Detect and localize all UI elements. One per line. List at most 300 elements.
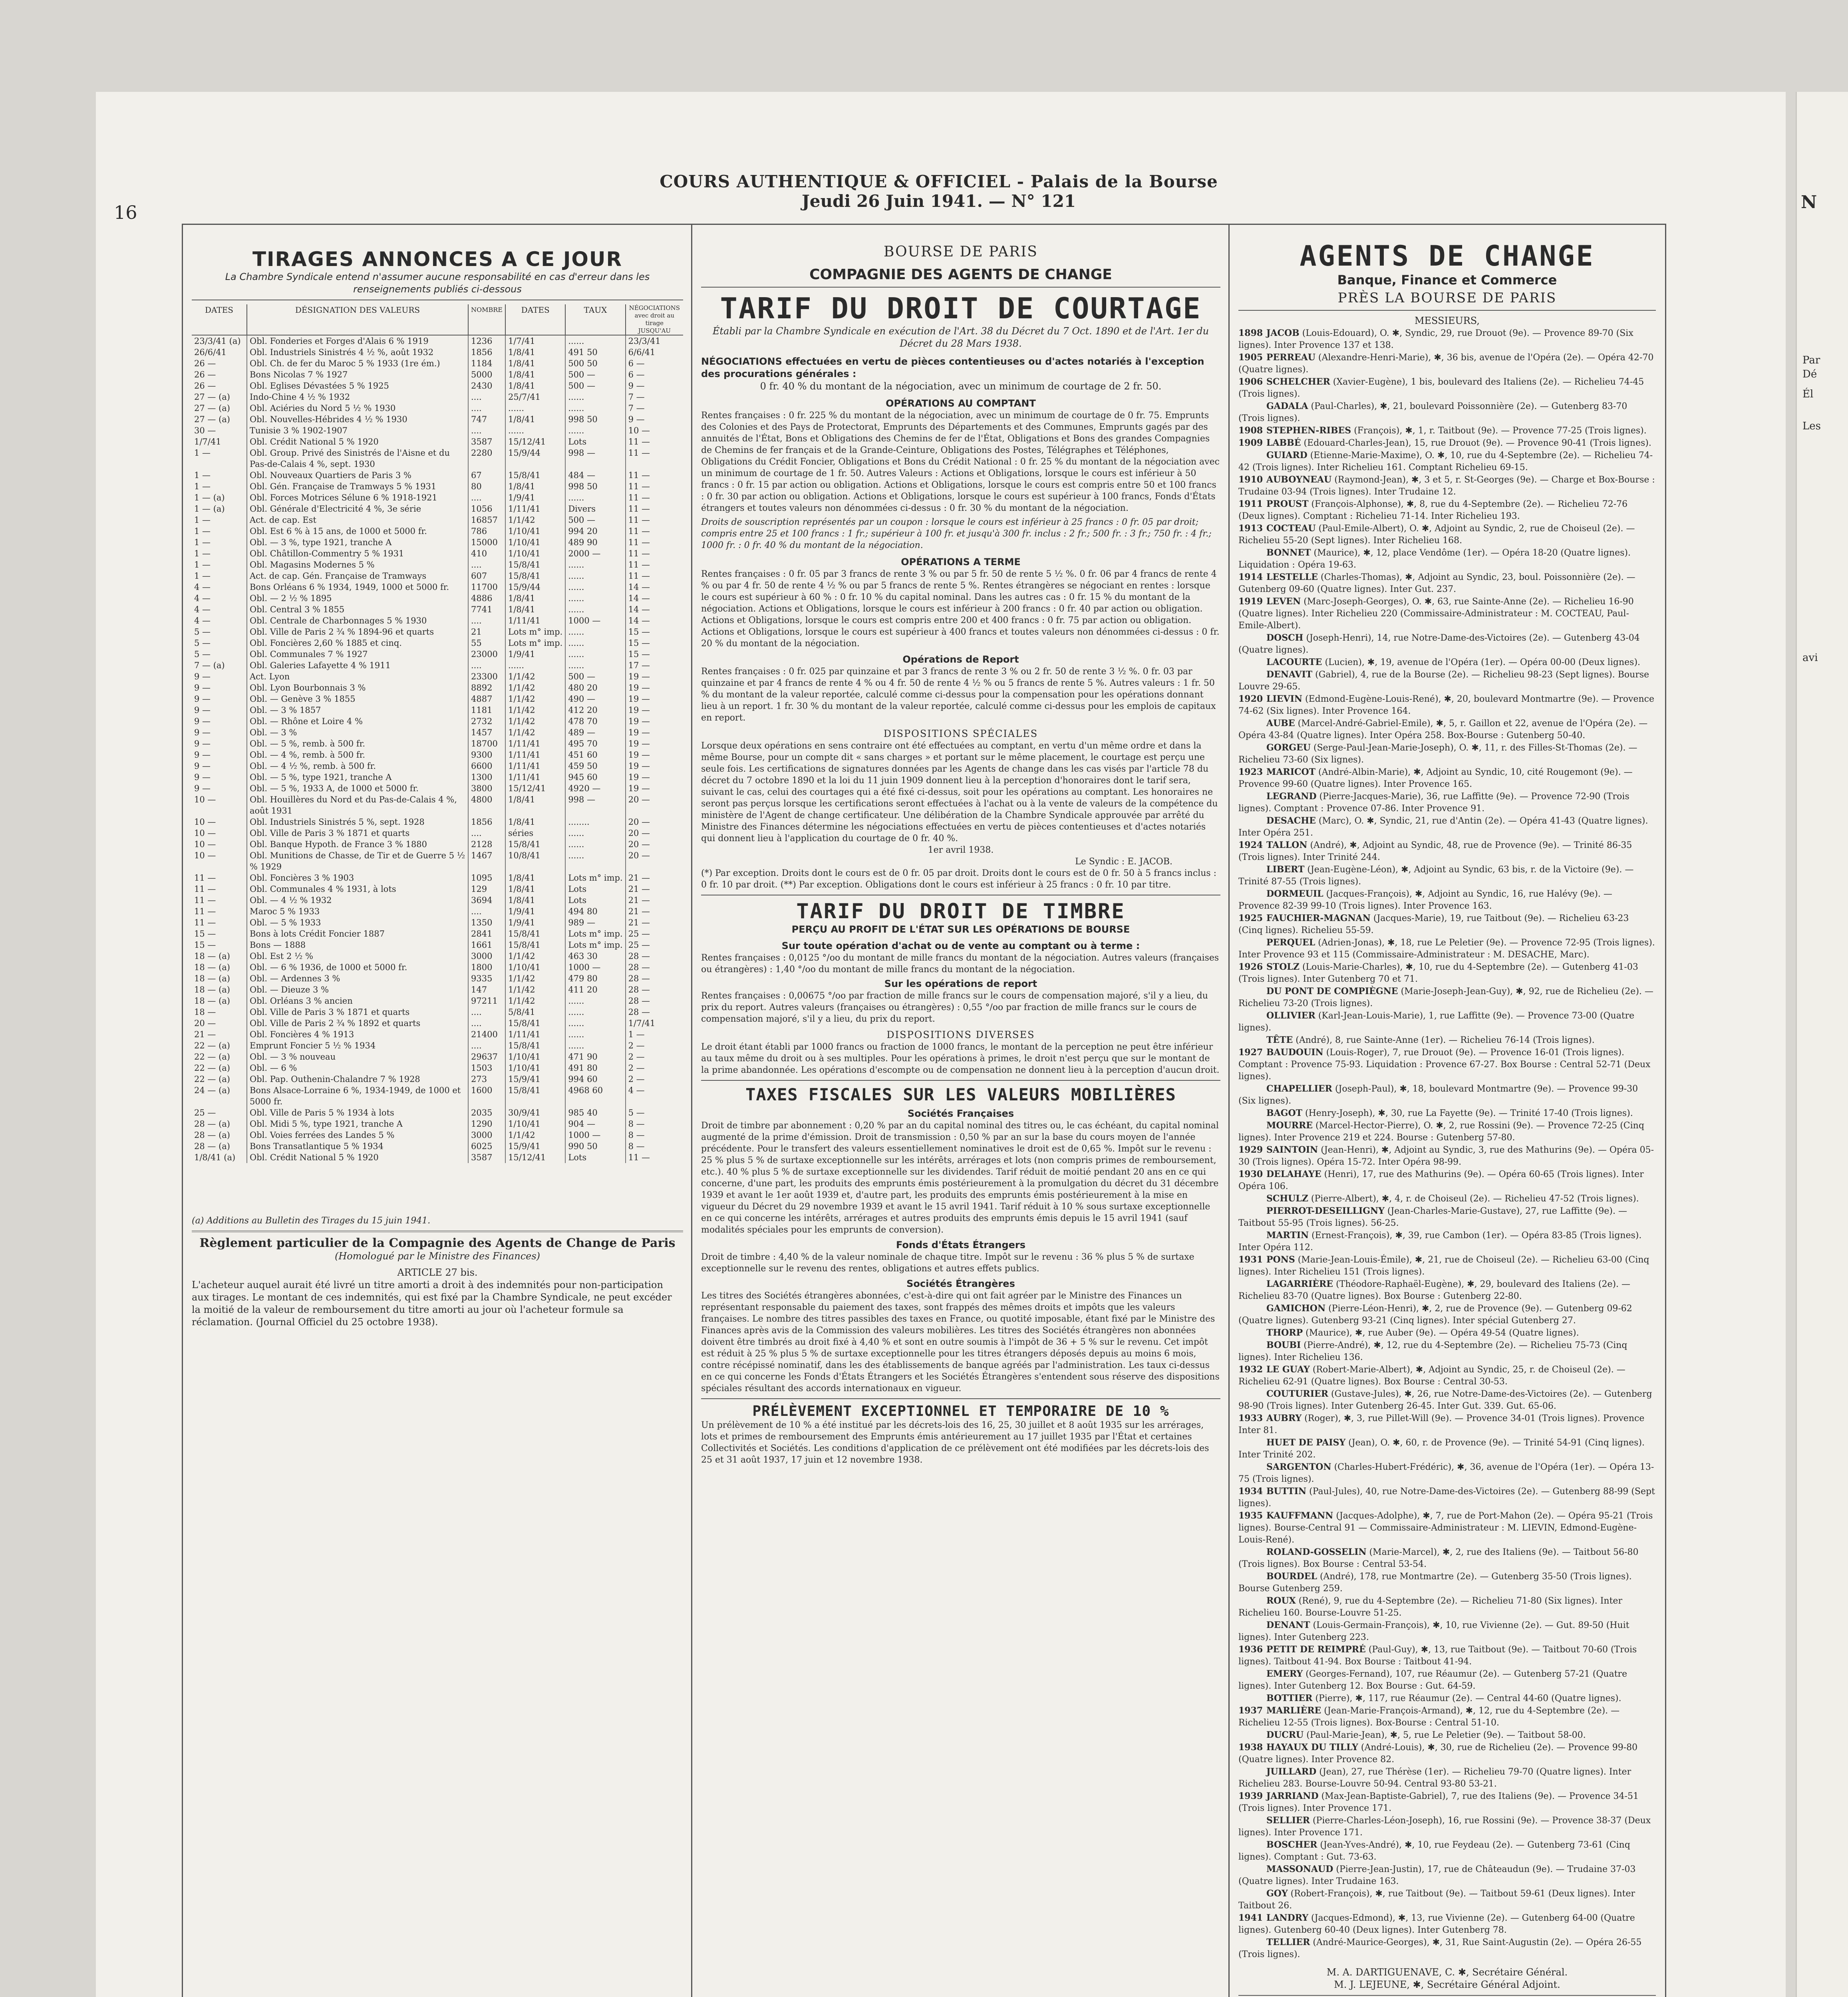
table-row: [192, 716, 683, 727]
agent-year: 1939: [1238, 1791, 1263, 1801]
agent-details: (Maurice), ✱, rue Auber (9e). — Opéra 49-54 (Quatre lignes).: [1306, 1328, 1579, 1338]
table-cell: 19 —: [628, 739, 650, 748]
table-row: [192, 995, 683, 1006]
table-cell: 1/7/41: [628, 1018, 656, 1028]
table-cell: 2732: [468, 716, 505, 727]
table-cell: 1/9/41: [505, 649, 565, 660]
agent-entry: [1238, 693, 1656, 717]
table-cell: 998 —: [565, 447, 625, 470]
table-cell: 3694: [468, 895, 505, 906]
table-cell: 1184: [468, 358, 505, 369]
table-cell: 1/1/42: [505, 1130, 565, 1141]
table-cell: 15/12/41: [505, 783, 565, 794]
table-cell: Obl. — Rhône et Loire 4 %: [247, 716, 468, 727]
agent-details: (Paul-Jules), 40, rue Notre-Dame-des-Victoires (2e). — Gutenberg 88-99 (Sept lignes).: [1238, 1487, 1655, 1509]
agent-details: (Roger), ✱, 3, rue Pillet-Will (9e). — Provence 34-01 (Trois lignes). Provence Inter 81.: [1238, 1413, 1645, 1435]
agent-name: JARRIAND: [1266, 1791, 1319, 1801]
agent-entry: [1238, 1912, 1656, 1936]
agent-details: (Ernest-François), ✱, 39, rue Cambon (1er). — Opéra 83-85 (Trois lignes). Inter Opéra 112.: [1238, 1231, 1642, 1253]
agent-details: (Louis-Germain-François), ✱, 10, rue Vivienne (2e). — Gut. 89-50 (Huit lignes). Inter Gutenberg 223.: [1238, 1620, 1629, 1642]
agent-entry: [1238, 522, 1656, 547]
table-cell: 1800: [468, 962, 505, 973]
header-date: Jeudi 26 Juin 1941. — N° 121: [801, 191, 1076, 211]
table-cell: Bons Orléans 6 % 1934, 1949, 1000 et 5000 fr.: [247, 582, 468, 593]
table-cell: 1000 —: [565, 615, 625, 626]
report-heading: Opérations de Report: [902, 654, 1019, 665]
agent-year: 1930: [1238, 1169, 1263, 1179]
agent-name: BOUBI: [1266, 1340, 1301, 1350]
table-cell: 19 —: [628, 683, 650, 693]
table-row: [192, 1051, 683, 1062]
agent-details: (Jean-Marie-François-Armand), ✱, 12, rue du 4-Septembre (2e). — Richelieu 12-55 (Trois lignes). Box-Bourse : Central 51-10.: [1238, 1706, 1620, 1728]
table-cell: 18 — (a): [192, 962, 247, 973]
table-cell: Lots m° imp.: [505, 637, 565, 649]
agent-name: ROUX: [1266, 1596, 1296, 1606]
agent-entry: [1238, 656, 1656, 669]
table-row: [192, 671, 683, 682]
table-cell: 28 —: [628, 963, 650, 972]
table-cell: 11 —: [628, 526, 650, 536]
table-cell: 1/8/41: [505, 369, 565, 380]
negociations-line: 0 fr. 40 % du montant de la négociation, avec un minimum de courtage de 2 fr. 50.: [760, 381, 1162, 392]
agent-entry: [1238, 596, 1656, 632]
table-cell: ......: [565, 403, 625, 414]
table-cell: Bons Transatlantique 5 % 1934: [247, 1141, 468, 1152]
agent-name: STOLZ: [1266, 962, 1300, 972]
table-cell: Obl. Orléans 3 % ancien: [247, 995, 468, 1006]
table-cell: 484 —: [565, 470, 625, 481]
agent-details: (Marie-Joseph-Jean-Guy), ✱, 92, rue de Richelieu (2e). — Richelieu 73-20 (Trois lignes).: [1238, 987, 1653, 1008]
agent-entry: [1238, 437, 1656, 449]
table-cell: 8892: [468, 682, 505, 693]
agent-name: DOSCH: [1266, 633, 1304, 643]
agent-entry: [1238, 1107, 1656, 1120]
table-cell: 9 —: [192, 682, 247, 693]
agent-details: (André-Louis), ✱, 30, rue de Richelieu (2e). — Provence 99-80 (Quatre lignes). Inter Provence 82.: [1238, 1743, 1638, 1765]
table-cell: Bons à lots Crédit Foncier 1887: [247, 928, 468, 939]
table-cell: 1/9/41: [505, 492, 565, 503]
table-cell: Obl. Banque Hypoth. de France 3 % 1880: [247, 839, 468, 850]
timbre-title: TARIF DU DROIT DE TIMBRE: [796, 899, 1125, 923]
table-cell: 27 — (a): [192, 414, 247, 425]
table-cell: 1 —: [192, 514, 247, 526]
table-cell: 24 — (a): [192, 1085, 247, 1107]
agent-details: (René), 9, rue du 4-Septembre (2e). — Richelieu 71-80 (Six lignes). Inter Richelieu 160. Bourse-Louvre 51-25.: [1238, 1596, 1622, 1618]
table-cell: Obl. Forces Motrices Sélune 6 % 1918-1921: [247, 492, 468, 503]
table-cell: 998 50: [565, 414, 625, 425]
agent-year: 1929: [1238, 1145, 1263, 1155]
table-cell: 11 —: [192, 906, 247, 917]
agent-details: (Jean-Charles-Marie-Gustave), 27, rue Laffitte (9e). — Taitbout 55-95 (Trois lignes). 56-25.: [1238, 1206, 1627, 1228]
table-cell: ....: [468, 425, 505, 436]
table-cell: 6025: [468, 1141, 505, 1152]
table-cell: Obl. — 2 ½ % 1895: [247, 593, 468, 604]
agent-entry: [1238, 1668, 1656, 1692]
agent-details: (François), ✱, 1, r. Taitbout (9e). — Provence 77-25 (Trois lignes).: [1354, 426, 1647, 436]
agent-details: (Georges-Fernand), 107, rue Réaumur (2e). — Gutenberg 57-21 (Quatre lignes). Inter Gutenberg 12. Box Bourse : Gut. 64-59.: [1238, 1669, 1627, 1691]
table-row: [192, 335, 683, 347]
table-cell: 9 —: [628, 381, 645, 391]
agent-details: (Marie-Jean-Louis-Émile), ✱, 21, rue de Choiseul (2e). — Richelieu 63-00 (Cinq lignes). Inter Richelieu 151 (Trois lignes).: [1238, 1255, 1649, 1277]
table-cell: Obl. Nouvelles-Hébrides 4 ½ % 1930: [247, 414, 468, 425]
agent-entry: [1238, 1546, 1656, 1570]
column-divider: [691, 224, 692, 1997]
column-divider: [1228, 224, 1230, 1997]
table-cell: 1/1/42: [505, 671, 565, 682]
agent-name: EMERY: [1266, 1669, 1303, 1679]
table-cell: 1/1/42: [505, 973, 565, 984]
table-cell: 19 —: [628, 784, 650, 793]
table-cell: Divers: [565, 503, 625, 514]
agent-entry: [1238, 1510, 1656, 1546]
table-cell: 1/8/41: [505, 481, 565, 492]
table-cell: Lots: [565, 1152, 625, 1163]
agents-column: [1238, 224, 1656, 1997]
agent-entry: [1238, 1595, 1656, 1619]
table-cell: 129: [468, 883, 505, 895]
agent-details: (Paul-Emile-Albert), O. ✱, Adjoint au Syndic, 2, rue de Choiseul (2e). — Richelieu 55-20 (Sept lignes). Inter Richelieu 168.: [1238, 524, 1635, 546]
agents-title: AGENTS DE CHANGE: [1300, 240, 1595, 272]
table-cell: 15/8/41: [505, 559, 565, 570]
table-row: [192, 749, 683, 760]
agent-details: (Jean-Yves-André), ✱, 10, rue Feydeau (2e). — Gutenberg 73-61 (Cinq lignes). Comptant : Gut. 73-63.: [1238, 1840, 1630, 1862]
table-cell: 273: [468, 1074, 505, 1085]
table-cell: 6600: [468, 760, 505, 772]
table-row: [192, 772, 683, 783]
agent-year: 1934: [1238, 1486, 1263, 1497]
table-cell: 10 —: [192, 816, 247, 828]
table-cell: 19 —: [628, 672, 650, 681]
table-row: [192, 883, 683, 895]
agent-entry: [1238, 547, 1656, 571]
table-cell: 1181: [468, 705, 505, 716]
agent-name: GUIARD: [1266, 450, 1308, 461]
table-cell: Obl. Centrale de Charbonnages 5 % 1930: [247, 615, 468, 626]
table-cell: ......: [565, 637, 625, 649]
table-cell: 9 —: [192, 760, 247, 772]
agent-year: 1938: [1238, 1742, 1263, 1753]
agent-details: (Pierre-Charles-Léon-Joseph), 16, rue Rossini (9e). — Provence 38-37 (Deux lignes). Inter Provence 171.: [1238, 1816, 1651, 1838]
table-cell: 1350: [468, 917, 505, 928]
table-cell: Obl. Crédit National 5 % 1920: [247, 1152, 468, 1163]
table-cell: 8 —: [628, 1119, 645, 1129]
table-cell: ......: [505, 403, 565, 414]
agents-subtitle: Banque, Finance et Commerce: [1337, 272, 1557, 288]
timbre-heading: Sur toute opération d'achat ou de vente au comptant ou à terme :: [781, 940, 1140, 951]
table-cell: 11 —: [628, 448, 650, 458]
table-cell: 11 —: [628, 470, 650, 480]
table-cell: 15/9/41: [505, 1141, 565, 1152]
table-cell: 491 80: [565, 1062, 625, 1074]
tarif-courtage-title: TARIF DU DROIT DE COURTAGE: [720, 292, 1202, 325]
table-cell: 26 —: [192, 380, 247, 391]
table-cell: 4 —: [628, 1086, 645, 1095]
table-cell: 607: [468, 570, 505, 582]
table-cell: 494 80: [565, 906, 625, 917]
table-cell: 15/8/41: [505, 839, 565, 850]
agent-name: DENANT: [1266, 1620, 1310, 1630]
table-cell: Obl. Châtillon-Commentry 5 % 1931: [247, 548, 468, 559]
agent-entry: [1238, 1010, 1656, 1034]
table-cell: Obl. Fonderies et Forges d'Alais 6 % 1919: [247, 335, 468, 347]
table-cell: Obl. — 4 ½ % 1932: [247, 895, 468, 906]
agent-name: HUET DE PAISY: [1266, 1437, 1346, 1448]
agent-details: (Jean), 27, rue Thérèse (1er). — Richelieu 79-70 (Quatre lignes). Inter Richelieu 283. Bourse-Louvre 50-94. Central 93-80 53-21.: [1238, 1767, 1631, 1789]
table-cell: 4968 60: [565, 1085, 625, 1107]
table-cell: 15 —: [628, 638, 650, 648]
agent-year: 1926: [1238, 962, 1263, 972]
table-cell: Obl. — Genève 3 % 1855: [247, 693, 468, 705]
agent-details: (Lucien), ✱, 19, avenue de l'Opéra (1er). — Opéra 00-00 (Deux lignes).: [1325, 657, 1641, 667]
agent-name: MASSONAUD: [1266, 1864, 1333, 1874]
agent-name: COUTURIER: [1266, 1389, 1329, 1399]
page-header: [579, 172, 1298, 211]
agent-entry: [1238, 1839, 1656, 1863]
table-cell: Obl. Crédit National 5 % 1920: [247, 436, 468, 447]
table-cell: Emprunt Foncier 5 ½ % 1934: [247, 1040, 468, 1051]
table-cell: ......: [565, 1018, 625, 1029]
table-cell: 1 — (a): [192, 503, 247, 514]
tarif-subtitle: Établi par la Chambre Syndicale en exécution de l'Art. 38 du Décret du 7 Oct. 1890 et de l'Art. 1er du Décret du 28 Mars 1938.: [712, 326, 1209, 349]
table-cell: Act. Lyon: [247, 671, 468, 682]
table-cell: 11 —: [628, 515, 650, 525]
table-cell: ....: [468, 1006, 505, 1018]
table-cell: Obl. Foncières 3 % 1903: [247, 872, 468, 883]
negociations-intro: NÉGOCIATIONS effectuées en vertu de pièces contentieuses ou d'actes notariés à l'exception des procurations générales :: [701, 356, 1204, 379]
table-cell: 9 —: [192, 671, 247, 682]
table-row: [192, 582, 683, 593]
tarif-column: [701, 224, 1220, 1997]
table-cell: 1/1/42: [505, 705, 565, 716]
col-negociations: NÉGOCIATIONS avec droit au tirage JUSQU'AU: [626, 304, 683, 335]
table-cell: 26/6/41: [192, 347, 247, 358]
agent-entry: [1238, 1644, 1656, 1668]
agent-entry: [1238, 742, 1656, 766]
table-cell: 2841: [468, 928, 505, 939]
table-cell: 3587: [468, 436, 505, 447]
table-cell: 26 —: [192, 358, 247, 369]
table-cell: 11 —: [192, 917, 247, 928]
table-cell: 22 — (a): [192, 1062, 247, 1074]
table-cell: 6 —: [628, 359, 645, 368]
table-cell: 786: [468, 526, 505, 537]
table-cell: 147: [468, 984, 505, 995]
agent-entry: [1238, 1729, 1656, 1741]
table-cell: 495 70: [565, 738, 625, 749]
agent-year: 1909: [1238, 438, 1263, 448]
agent-year: 1925: [1238, 913, 1263, 923]
table-row: [192, 850, 683, 872]
table-cell: 15/8/41: [505, 1040, 565, 1051]
table-cell: 9335: [468, 973, 505, 984]
table-cell: 478 70: [565, 716, 625, 727]
agent-details: (Marie-Marcel), ✱, 2, rue des Italiens (9e). — Taitbout 56-80 (Trois lignes). Box Bourse : Central 53-54.: [1238, 1547, 1639, 1569]
table-cell: 15 —: [628, 649, 650, 659]
agent-details: (Henry-Joseph), ✱, 30, rue La Fayette (9e). — Trinité 17-40 (Trois lignes).: [1305, 1108, 1633, 1118]
table-cell: Indo-Chine 4 ½ % 1932: [247, 391, 468, 403]
table-cell: 14 —: [628, 605, 650, 614]
table-cell: 22 — (a): [192, 1051, 247, 1062]
table-cell: 1 —: [192, 559, 247, 570]
table-cell: 28 — (a): [192, 1118, 247, 1130]
table-cell: Obl. Foncières 4 % 1913: [247, 1029, 468, 1040]
agent-entry: [1238, 790, 1656, 815]
agent-year: 1936: [1238, 1644, 1263, 1655]
header-title: COURS AUTHENTIQUE & OFFICIEL - Palais de la Bourse: [660, 172, 1218, 191]
agent-name: PETIT DE REIMPRÉ: [1266, 1644, 1366, 1655]
table-cell: 19 —: [628, 717, 650, 726]
agent-name: THORP: [1266, 1328, 1303, 1338]
table-cell: Obl. — 3 %: [247, 727, 468, 738]
table-cell: ......: [505, 425, 565, 436]
table-cell: 55: [468, 637, 505, 649]
agent-entry: [1238, 1814, 1656, 1839]
table-cell: 500 —: [565, 380, 625, 391]
table-row: [192, 828, 683, 839]
col-nombre: NOMBRE: [468, 304, 505, 335]
table-cell: Obl. Ch. de fer du Maroc 5 % 1933 (1re ém.): [247, 358, 468, 369]
table-cell: 10 —: [192, 850, 247, 872]
table-cell: ....: [468, 403, 505, 414]
table-cell: 28 —: [628, 985, 650, 995]
agent-year: 1910: [1238, 474, 1263, 485]
table-cell: 1457: [468, 727, 505, 738]
table-cell: Obl. Nouveaux Quartiers de Paris 3 %: [247, 470, 468, 481]
table-row: [192, 414, 683, 425]
table-cell: 15/8/41: [505, 470, 565, 481]
table-cell: 1000 —: [565, 962, 625, 973]
agent-details: (Pierre-Albert), ✱, 4, r. de Choiseul (2e). — Richelieu 47-52 (Trois lignes).: [1311, 1194, 1639, 1204]
table-row: [192, 939, 683, 951]
agent-name: BOURDEL: [1266, 1571, 1317, 1582]
table-cell: 1/8/41: [505, 895, 565, 906]
table-cell: ......: [565, 570, 625, 582]
table-row: [192, 984, 683, 995]
table-cell: Obl. Eglises Dévastées 5 % 1925: [247, 380, 468, 391]
agent-entry: [1238, 717, 1656, 742]
agent-entry: [1238, 864, 1656, 888]
table-cell: 5 —: [192, 649, 247, 660]
table-cell: 471 90: [565, 1051, 625, 1062]
table-cell: 1 —: [192, 526, 247, 537]
agent-details: (Louis-Roger), 7, rue Drouot (9e). — Provence 16-01 (Trois lignes). Comptant : Provence 75-93. Liquidation : Provence 67-27. Box Bourse : Central 52-71 (Deux lignes).: [1238, 1048, 1651, 1082]
table-cell: 1/8/41: [505, 604, 565, 615]
agent-year: 1933: [1238, 1413, 1263, 1423]
table-row: [192, 436, 683, 447]
fonds-etrangers-text: Droit de timbre : 4,40 % de la valeur nominale de chaque titre. Impôt sur le revenu : 36 % plus 5 % de surtaxe exceptionnelle sur le revenu des rentes, obligations et autres effets publics.: [701, 1252, 1194, 1274]
table-cell: 26 —: [192, 369, 247, 380]
agent-entry: [1238, 1254, 1656, 1278]
table-cell: 4800: [468, 794, 505, 816]
table-row: [192, 928, 683, 939]
dispositions-heading: DISPOSITIONS SPÉCIALES: [883, 728, 1038, 739]
table-cell: 2 —: [628, 1063, 645, 1073]
table-cell: Obl. Communales 4 % 1931, à lots: [247, 883, 468, 895]
table-cell: 11 —: [628, 560, 650, 570]
table-cell: 1/7/41: [192, 436, 247, 447]
table-cell: 1 —: [192, 570, 247, 582]
table-row: [192, 1062, 683, 1074]
agent-entry: [1238, 1168, 1656, 1193]
table-cell: 1290: [468, 1118, 505, 1130]
table-cell: ......: [565, 582, 625, 593]
timbre-report-text: Rentes françaises : 0,00675 °/oo par fraction de mille francs sur le cours de compensation majoré, s'il y a lieu, du prix du report. Autres valeurs (françaises ou étrangères) : 0,55 °/oo par fraction de mille francs sur le cours de compensation majoré, s'il y a lieu, du prix du report.: [701, 991, 1208, 1024]
table-cell: Obl. Industriels Sinistrés 5 %, sept. 1928: [247, 816, 468, 828]
table-cell: 1/10/41: [505, 1118, 565, 1130]
table-row: [192, 1018, 683, 1029]
agent-name: LIBERT: [1266, 864, 1305, 875]
table-cell: 1 —: [192, 447, 247, 470]
agent-entry: [1238, 632, 1656, 656]
agent-details: (André), 178, rue Montmartre (2e). — Gutenberg 35-50 (Trois lignes). Bourse Gutenberg 259.: [1238, 1572, 1632, 1594]
table-cell: 500 —: [565, 369, 625, 380]
table-cell: 7741: [468, 604, 505, 615]
article-heading: ARTICLE 27 bis.: [397, 1267, 478, 1278]
col-r-taux: TAUX: [565, 304, 625, 335]
table-cell: 15/8/41: [505, 939, 565, 951]
table-cell: 28 —: [628, 1007, 650, 1017]
agent-entry: [1238, 1437, 1656, 1461]
table-cell: Lots: [565, 895, 625, 906]
table-cell: 1 — (a): [192, 492, 247, 503]
dispositions-text: Lorsque deux opérations en sens contraire ont été effectuées au comptant, en vertu d'un même ordre et dans la même Bourse, pour un compte dit « sans charges » et portant sur le même placement, le courtage est perçu une seule fois. Les certifications de signatures données par les Agents de change dans les cas visés par l'article 78 du décret du 7 octobre 1890 et la loi du 11 juin 1909 donnent lieu à la perception d'honoraires dont le tarif sera, suivant le cas, celui des courtages qui a été fixé ci-dessus, soit pour les opérations au comptant. Les honoraires ne seront pas perçus lorsque les certifications seront effectuées à l'achat ou à la vente de valeurs de la compétence du ministère de l'Agent de change certificateur. Une délibération de la Chambre Syndicale approuvée par arrêté du Ministre des Finances détermine les négociations effectuées en vertu de pièces contentieuses et d'actes notariés qui donnent lieu à l'application du courtage de 0 fr. 40 %.: [701, 741, 1218, 844]
table-cell: 4887: [468, 693, 505, 705]
table-cell: 1 —: [192, 470, 247, 481]
table-cell: 7 —: [628, 392, 645, 402]
agent-entry: [1238, 1229, 1656, 1254]
agent-year: 1924: [1238, 840, 1263, 850]
table-cell: 1300: [468, 772, 505, 783]
table-cell: 11 —: [628, 538, 650, 547]
agent-entry: [1238, 1412, 1656, 1437]
agent-name: GADALA: [1266, 401, 1308, 411]
agent-name: PERQUEL: [1266, 937, 1315, 948]
table-cell: 1/1/42: [505, 995, 565, 1006]
table-cell: 1/1/42: [505, 716, 565, 727]
table-cell: Obl. — 3 % 1857: [247, 705, 468, 716]
table-row: [192, 839, 683, 850]
table-cell: 489 90: [565, 537, 625, 548]
table-cell: 21 —: [628, 873, 650, 883]
table-row: [192, 526, 683, 537]
table-cell: Obl. — 6 %: [247, 1062, 468, 1074]
table-cell: 463 30: [565, 951, 625, 962]
table-cell: 21: [468, 626, 505, 637]
table-cell: 412 20: [565, 705, 625, 716]
table-row: [192, 783, 683, 794]
table-cell: 1/1/42: [505, 682, 565, 693]
table-cell: 994 60: [565, 1074, 625, 1085]
agent-details: (Gabriel), 4, rue de la Bourse (2e). — Richelieu 98-23 (Sept lignes). Bourse Louvre 29-65.: [1238, 670, 1649, 692]
agent-name: BOTTIER: [1266, 1693, 1313, 1703]
table-row: [192, 660, 683, 671]
table-cell: séries: [505, 828, 565, 839]
table-cell: 14 —: [628, 582, 650, 592]
agent-name: CHAPELLIER: [1266, 1084, 1332, 1094]
agent-name: LACOURTE: [1266, 657, 1322, 667]
table-cell: 9 —: [192, 772, 247, 783]
table-cell: ....: [468, 1018, 505, 1029]
agent-entry: [1238, 888, 1656, 912]
table-cell: Act. de cap. Est: [247, 514, 468, 526]
agent-details: (Paul-Guy), ✱, 13, rue Taitbout (9e). — Taitbout 70-60 (Trois lignes). Taitbout 41-94. Box Bourse : Taitbout 41-94.: [1238, 1645, 1637, 1667]
table-row: [192, 962, 683, 973]
agent-entry: [1238, 1083, 1656, 1107]
table-cell: 4 —: [192, 582, 247, 593]
agent-details: (Marcel-André-Gabriel-Emile), ✱, 5, r. Gaillon et 22, avenue de l'Opéra (2e). — Opéra 43-84 (Quatre lignes). Inter Opéra 258. Box-Bourse : Gutenberg 50-40.: [1238, 719, 1648, 740]
table-cell: 8 —: [628, 1130, 645, 1140]
table-cell: ....: [468, 660, 505, 671]
